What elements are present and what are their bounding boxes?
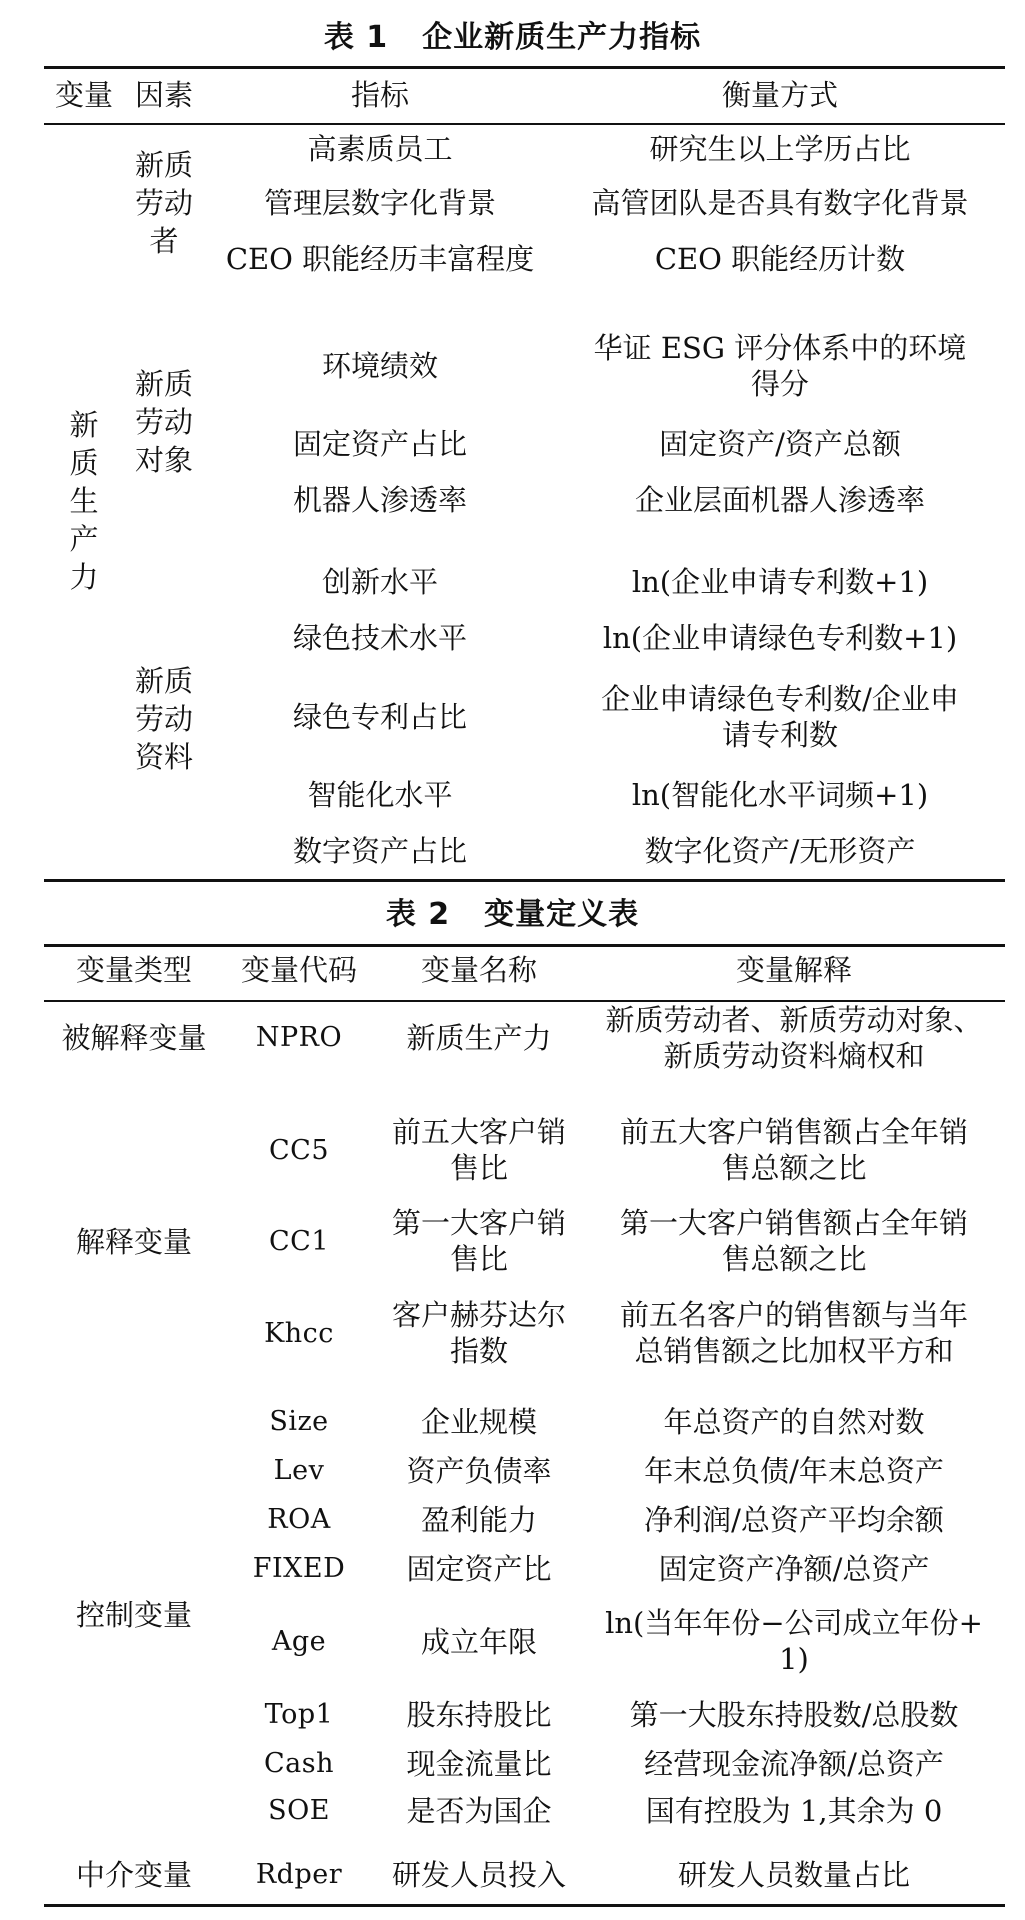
table2-type: 解释变量 [75,1225,192,1259]
table2-explain: 第一大股东持股数/总股数 [629,1698,959,1732]
table2-name: 前五大客户销 售比 [391,1115,566,1185]
table1-row-measure: 企业层面机器人渗透率 [634,483,925,517]
table2-code: CC1 [269,1226,329,1257]
table2-title [0,889,1025,933]
table2-name: 盈利能力 [420,1503,537,1537]
table1-factor-laborer: 新质 劳动 者 [134,148,193,258]
table2-code: SOE [268,1795,330,1826]
table1-title-text: 企业新质生产力指标 [422,20,702,55]
table1-header-rule [44,123,1005,125]
table2-explain: 年末总负债/年末总资产 [644,1454,944,1488]
table2-explain: 前五大客户销售额占全年销 售总额之比 [619,1115,968,1185]
table2-explain: 第一大客户销售额占全年销 售总额之比 [619,1206,968,1276]
table2-code: Lev [273,1455,325,1486]
table1-top-rule [44,66,1005,69]
table2-header-name: 变量名称 [420,953,537,987]
table1-row-measure: ln(企业申请专利数+1) [631,565,929,599]
table1-row-measure: 研究生以上学历占比 [649,132,911,166]
table1-row-measure: CEO 职能经历计数 [654,242,906,276]
table2-type: 被解释变量 [61,1021,207,1055]
table2-header-explain: 变量解释 [735,953,852,987]
table1-header-indicator: 指标 [350,78,409,112]
table2-name: 现金流量比 [406,1747,552,1781]
table2-code: NPRO [255,1022,343,1053]
table2-top-rule [44,944,1005,947]
table2-header-code: 变量代码 [240,953,357,987]
table2-name: 客户赫芬达尔 指数 [391,1298,566,1368]
table1-row-measure: 数字化资产/无形资产 [644,834,916,868]
table2-code: FIXED [252,1553,346,1584]
table1-row-indicator: 环境绩效 [321,349,438,383]
table1-header-factor: 因素 [134,78,193,112]
table2-explain: 研发人员数量占比 [677,1858,910,1892]
table1-row-indicator: 机器人渗透率 [292,483,467,517]
table1-variable: 新 质 生 产 力 [69,408,99,594]
table2-name: 股东持股比 [406,1698,552,1732]
table1-row-indicator: 绿色技术水平 [292,621,467,655]
table2-name: 固定资产比 [406,1552,552,1586]
table2-explain: 新质劳动者、新质劳动对象、 新质劳动资料熵权和 [605,1003,983,1073]
table2-name: 成立年限 [420,1625,537,1659]
table2-name: 新质生产力 [406,1021,552,1055]
table1-row-indicator: 智能化水平 [307,778,453,812]
table1-row-indicator: 管理层数字化背景 [263,186,496,220]
table1-title-number: 表 1 [323,20,389,55]
table2-explain: 经营现金流净额/总资产 [644,1747,944,1781]
table2-code: Size [269,1406,329,1437]
table1-header-variable: 变量 [54,78,113,112]
table2-type: 中介变量 [75,1858,192,1892]
table1-factor-object: 新质 劳动 对象 [134,367,193,477]
table2-header-type: 变量类型 [75,953,192,987]
table1-row-indicator: 高素质员工 [307,132,453,166]
table1-row-measure: ln(企业申请绿色专利数+1) [602,621,958,655]
table2-explain: 净利润/总资产平均余额 [644,1503,944,1537]
table2-name: 第一大客户销 售比 [391,1206,566,1276]
table2-code: Cash [263,1748,334,1779]
table2-name: 资产负债率 [406,1454,552,1488]
table2-name: 企业规模 [420,1405,537,1439]
table2-title-text: 变量定义表 [484,897,640,932]
table2-code: ROA [267,1504,331,1535]
table2-bottom-rule [44,1904,1005,1907]
table2-code: Rdper [255,1859,343,1890]
table1-row-measure: 固定资产/资产总额 [659,427,901,461]
table2-code: Age [271,1626,327,1657]
table1-row-indicator: CEO 职能经历丰富程度 [225,242,535,276]
table1-bottom-rule [44,879,1005,882]
table2-name: 是否为国企 [406,1794,552,1828]
table2-code: Khcc [264,1318,334,1349]
table2-code: CC5 [269,1135,329,1166]
table2-explain: 国有控股为 1,其余为 0 [645,1794,943,1828]
table1-row-indicator: 固定资产占比 [292,427,467,461]
table1-row-measure: 企业申请绿色专利数/企业申 请专利数 [601,682,959,752]
table1-title [0,12,1025,56]
table1-row-indicator: 创新水平 [321,565,438,599]
table2-title-number: 表 2 [385,897,451,932]
table2-explain: 前五名客户的销售额与当年 总销售额之比加权平方和 [619,1298,968,1368]
table1-row-indicator: 数字资产占比 [292,834,467,868]
table1-row-measure: 高管团队是否具有数字化背景 [591,186,969,220]
table2-explain: 固定资产净额/总资产 [658,1552,930,1586]
table1-header-measure: 衡量方式 [721,78,838,112]
table1-row-measure: ln(智能化水平词频+1) [631,778,929,812]
table2-explain: ln(当年年份−公司成立年份+ 1) [605,1606,983,1676]
table1-row-indicator: 绿色专利占比 [292,700,467,734]
table1-factor-means: 新质 劳动 资料 [134,664,193,774]
table2-type: 控制变量 [75,1598,192,1632]
table1-row-measure: 华证 ESG 评分体系中的环境 得分 [593,331,967,401]
table2-code: Top1 [264,1699,334,1730]
table2-name: 研发人员投入 [391,1858,566,1892]
table2-explain: 年总资产的自然对数 [663,1405,925,1439]
